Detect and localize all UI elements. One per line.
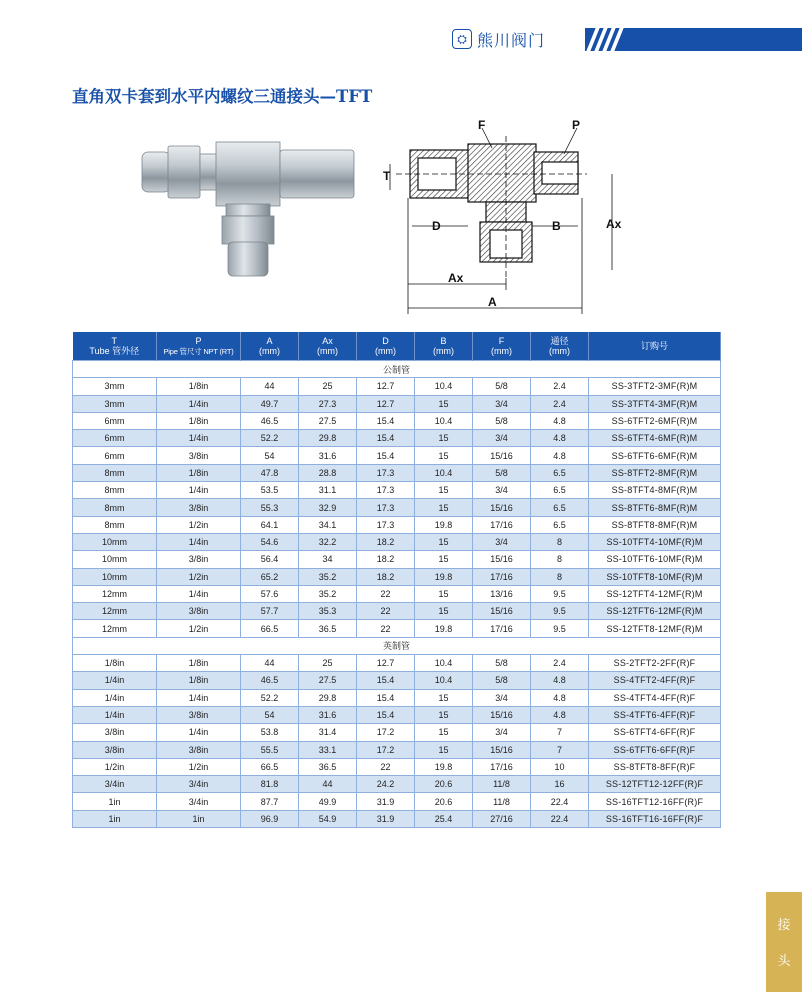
table-cell: SS-12TFT12-12FF(R)F <box>589 776 721 793</box>
side-tab-char-1: 接 <box>777 918 791 933</box>
table-cell: 1/4in <box>73 706 157 723</box>
table-cell: 57.6 <box>241 585 299 602</box>
table-cell: 10.4 <box>415 672 473 689</box>
table-cell: 34 <box>299 551 357 568</box>
label-f: F <box>478 118 486 132</box>
table-cell: 7 <box>531 741 589 758</box>
table-cell: 81.8 <box>241 776 299 793</box>
table-cell: SS-10TFT4-10MF(R)M <box>589 533 721 550</box>
table-cell: 54.6 <box>241 533 299 550</box>
table-cell: 12.7 <box>357 395 415 412</box>
table-cell: 17.2 <box>357 741 415 758</box>
table-cell: 4.8 <box>531 672 589 689</box>
table-cell: 17/16 <box>473 516 531 533</box>
table-cell: 64.1 <box>241 516 299 533</box>
label-a: A <box>488 295 497 309</box>
table-cell: 17/16 <box>473 568 531 585</box>
table-cell: 3/4 <box>473 395 531 412</box>
table-cell: 25.4 <box>415 810 473 827</box>
table-cell: 36.5 <box>299 620 357 637</box>
table-cell: 15.4 <box>357 672 415 689</box>
table-cell: 15/16 <box>473 741 531 758</box>
table-cell: 35.3 <box>299 603 357 620</box>
col-header-f: F (mm) <box>473 332 531 361</box>
page-title: 直角双卡套到水平内螺纹三通接头—TFT <box>72 87 373 106</box>
table-cell: 31.9 <box>357 793 415 810</box>
table-cell: 3/8in <box>157 603 241 620</box>
table-cell: 10mm <box>73 551 157 568</box>
table-cell: 3/4in <box>157 793 241 810</box>
table-cell: 15 <box>415 706 473 723</box>
table-cell: 1/4in <box>73 672 157 689</box>
table-cell: 1/8in <box>157 672 241 689</box>
table-row <box>73 447 721 464</box>
label-b: B <box>552 219 561 233</box>
table-cell: 1/4in <box>157 533 241 550</box>
table-cell: 3/4 <box>473 482 531 499</box>
table-cell: 11/8 <box>473 776 531 793</box>
table-cell: 1/8in <box>73 655 157 672</box>
table-cell: 15 <box>415 585 473 602</box>
table-cell: 17.3 <box>357 499 415 516</box>
table-cell: SS-16TFT16-16FF(R)F <box>589 810 721 827</box>
table-cell: SS-4TFT2-4FF(R)F <box>589 672 721 689</box>
table-cell: 15 <box>415 482 473 499</box>
table-cell: 6mm <box>73 430 157 447</box>
table-cell: 44 <box>241 378 299 395</box>
table-cell: 15 <box>415 533 473 550</box>
table-cell: 15 <box>415 499 473 516</box>
table-cell: 17/16 <box>473 620 531 637</box>
table-cell: 1/4in <box>157 585 241 602</box>
table-cell: 22 <box>357 620 415 637</box>
table-cell: SS-8TFT4-8MF(R)M <box>589 482 721 499</box>
table-cell: 44 <box>241 655 299 672</box>
table-cell: SS-6TFT6-6MF(R)M <box>589 447 721 464</box>
label-d: D <box>432 219 441 233</box>
table-cell: 18.2 <box>357 551 415 568</box>
col-header-bore: 通径 (mm) <box>531 332 589 361</box>
table-cell: 1/4in <box>157 689 241 706</box>
table-cell: 12mm <box>73 620 157 637</box>
table-row <box>73 585 721 602</box>
label-ax-right: Ax <box>606 217 622 231</box>
table-cell: SS-8TFT8-8FF(R)F <box>589 758 721 775</box>
table-cell: 15.4 <box>357 689 415 706</box>
table-cell: 6mm <box>73 447 157 464</box>
table-cell: 6.5 <box>531 482 589 499</box>
table-cell: 3/8in <box>157 706 241 723</box>
table-row <box>73 482 721 499</box>
table-cell: 27.3 <box>299 395 357 412</box>
table-cell: SS-6TFT2-6MF(R)M <box>589 412 721 429</box>
table-cell: 1in <box>73 793 157 810</box>
table-cell: 5/8 <box>473 672 531 689</box>
table-cell: 17/16 <box>473 758 531 775</box>
table-cell: 15.4 <box>357 412 415 429</box>
table-cell: 27.5 <box>299 412 357 429</box>
table-cell: 57.7 <box>241 603 299 620</box>
table-cell: 32.9 <box>299 499 357 516</box>
table-cell: 22 <box>357 585 415 602</box>
table-cell: 1/2in <box>157 758 241 775</box>
table-cell: 1in <box>73 810 157 827</box>
brand-name: 熊川阀门 <box>477 30 546 50</box>
table-cell: 34.1 <box>299 516 357 533</box>
table-cell: 19.8 <box>415 758 473 775</box>
table-cell: 8 <box>531 533 589 550</box>
table-cell: 19.8 <box>415 516 473 533</box>
table-cell: 24.2 <box>357 776 415 793</box>
side-tab <box>766 892 802 992</box>
table-cell: 9.5 <box>531 603 589 620</box>
table-row <box>73 724 721 741</box>
table-row <box>73 551 721 568</box>
table-cell: SS-8TFT6-8MF(R)M <box>589 499 721 516</box>
col-header-d: D (mm) <box>357 332 415 361</box>
table-cell: SS-16TFT12-16FF(R)F <box>589 793 721 810</box>
table-cell: 56.4 <box>241 551 299 568</box>
table-cell: 4.8 <box>531 447 589 464</box>
table-cell: 1/8in <box>157 464 241 481</box>
table-cell: 6.5 <box>531 464 589 481</box>
table-row <box>73 810 721 827</box>
table-row <box>73 793 721 810</box>
col-header-b: B (mm) <box>415 332 473 361</box>
table-cell: 10.4 <box>415 412 473 429</box>
table-cell: 22.4 <box>531 810 589 827</box>
table-row <box>73 395 721 412</box>
col-header-p: P Pipe 管尺寸 NPT (RT) <box>157 332 241 361</box>
table-cell: 17.3 <box>357 516 415 533</box>
table-cell: 3/8in <box>157 447 241 464</box>
table-cell: 15/16 <box>473 603 531 620</box>
table-cell: 1/4in <box>157 395 241 412</box>
section-label: 公制管 <box>73 361 721 378</box>
side-tab-char-2: 头 <box>777 954 791 969</box>
table-cell: 3/4 <box>473 724 531 741</box>
section-label: 英制管 <box>73 637 721 654</box>
table-cell: 15 <box>415 447 473 464</box>
table-cell: 8 <box>531 568 589 585</box>
table-cell: 29.8 <box>299 430 357 447</box>
table-cell: 49.7 <box>241 395 299 412</box>
table-row <box>73 620 721 637</box>
table-cell: 3/4 <box>473 430 531 447</box>
table-cell: SS-3TFT4-3MF(R)M <box>589 395 721 412</box>
table-cell: 1/2in <box>73 758 157 775</box>
table-cell: 12mm <box>73 603 157 620</box>
spec-table <box>72 332 721 828</box>
table-cell: 16 <box>531 776 589 793</box>
table-cell: 11/8 <box>473 793 531 810</box>
table-cell: SS-6TFT4-6FF(R)F <box>589 724 721 741</box>
table-row <box>73 776 721 793</box>
table-cell: 9.5 <box>531 585 589 602</box>
table-cell: 3/4 <box>473 689 531 706</box>
table-cell: SS-12TFT6-12MF(R)M <box>589 603 721 620</box>
table-cell: 4.8 <box>531 689 589 706</box>
table-cell: 5/8 <box>473 412 531 429</box>
brand-logo-icon: ⛭ <box>452 29 472 49</box>
table-cell: SS-2TFT2-2FF(R)F <box>589 655 721 672</box>
table-cell: 1/4in <box>157 482 241 499</box>
table-cell: 1/8in <box>157 655 241 672</box>
table-cell: 54.9 <box>299 810 357 827</box>
table-cell: 25 <box>299 378 357 395</box>
table-row <box>73 378 721 395</box>
table-cell: 1/4in <box>157 430 241 447</box>
table-cell: 2.4 <box>531 395 589 412</box>
table-row <box>73 672 721 689</box>
table-cell: 22 <box>357 603 415 620</box>
table-cell: 5/8 <box>473 464 531 481</box>
table-cell: 66.5 <box>241 620 299 637</box>
table-cell: 15 <box>415 551 473 568</box>
table-cell: 12.7 <box>357 378 415 395</box>
table-cell: 20.6 <box>415 793 473 810</box>
table-cell: 3/4 <box>473 533 531 550</box>
table-cell: 12mm <box>73 585 157 602</box>
table-cell: 6.5 <box>531 516 589 533</box>
table-cell: SS-10TFT6-10MF(R)M <box>589 551 721 568</box>
table-cell: 35.2 <box>299 568 357 585</box>
table-row <box>73 741 721 758</box>
brand <box>452 26 545 52</box>
table-cell: 15/16 <box>473 706 531 723</box>
table-cell: 10mm <box>73 568 157 585</box>
table-cell: 53.8 <box>241 724 299 741</box>
table-row <box>73 430 721 447</box>
table-cell: SS-6TFT6-6FF(R)F <box>589 741 721 758</box>
table-row <box>73 758 721 775</box>
table-cell: 66.5 <box>241 758 299 775</box>
table-row <box>73 499 721 516</box>
table-cell: 5/8 <box>473 378 531 395</box>
table-row <box>73 464 721 481</box>
table-cell: 1/4in <box>157 724 241 741</box>
table-cell: 22 <box>357 758 415 775</box>
table-cell: SS-12TFT4-12MF(R)M <box>589 585 721 602</box>
table-row <box>73 412 721 429</box>
table-cell: 31.6 <box>299 706 357 723</box>
table-cell: 36.5 <box>299 758 357 775</box>
table-row <box>73 706 721 723</box>
table-cell: 31.1 <box>299 482 357 499</box>
table-cell: 3/8in <box>73 741 157 758</box>
label-ax-bottom: Ax <box>448 271 464 285</box>
table-cell: 15 <box>415 395 473 412</box>
table-cell: 20.6 <box>415 776 473 793</box>
table-cell: 8 <box>531 551 589 568</box>
table-cell: 7 <box>531 724 589 741</box>
section-row <box>73 637 721 654</box>
table-cell: 4.8 <box>531 706 589 723</box>
table-cell: 15.4 <box>357 447 415 464</box>
table-row <box>73 689 721 706</box>
table-cell: 31.6 <box>299 447 357 464</box>
table-cell: 65.2 <box>241 568 299 585</box>
table-cell: 18.2 <box>357 533 415 550</box>
table-cell: 25 <box>299 655 357 672</box>
table-cell: 15 <box>415 724 473 741</box>
table-cell: 19.8 <box>415 620 473 637</box>
table-cell: 55.5 <box>241 741 299 758</box>
table-row <box>73 568 721 585</box>
table-cell: 2.4 <box>531 378 589 395</box>
table-cell: 3/4in <box>73 776 157 793</box>
table-cell: 15 <box>415 689 473 706</box>
table-cell: SS-12TFT8-12MF(R)M <box>589 620 721 637</box>
table-cell: 3/8in <box>157 499 241 516</box>
table-cell: 52.2 <box>241 430 299 447</box>
table-cell: 12.7 <box>357 655 415 672</box>
table-cell: 1/2in <box>157 516 241 533</box>
table-cell: 10.4 <box>415 655 473 672</box>
table-cell: 15 <box>415 741 473 758</box>
table-cell: 10mm <box>73 533 157 550</box>
table-cell: 13/16 <box>473 585 531 602</box>
header-bar <box>585 28 802 51</box>
table-cell: 4.8 <box>531 412 589 429</box>
table-cell: 28.8 <box>299 464 357 481</box>
table-cell: 4.8 <box>531 430 589 447</box>
table-cell: 8mm <box>73 516 157 533</box>
table-cell: 55.3 <box>241 499 299 516</box>
table-cell: SS-6TFT4-6MF(R)M <box>589 430 721 447</box>
table-cell: 1/2in <box>157 620 241 637</box>
table-cell: 3mm <box>73 378 157 395</box>
table-cell: SS-4TFT6-4FF(R)F <box>589 706 721 723</box>
table-cell: 96.9 <box>241 810 299 827</box>
table-cell: 54 <box>241 447 299 464</box>
col-header-t: T Tube 管外径 <box>73 332 157 361</box>
table-cell: 19.8 <box>415 568 473 585</box>
table-cell: 15.4 <box>357 706 415 723</box>
table-cell: 1/8in <box>157 378 241 395</box>
table-cell: 27/16 <box>473 810 531 827</box>
table-cell: SS-8TFT8-8MF(R)M <box>589 516 721 533</box>
table-cell: 5/8 <box>473 655 531 672</box>
table-cell: 15 <box>415 603 473 620</box>
table-cell: 32.2 <box>299 533 357 550</box>
table-cell: SS-4TFT4-4FF(R)F <box>589 689 721 706</box>
table-cell: 10 <box>531 758 589 775</box>
table-cell: 8mm <box>73 464 157 481</box>
table-cell: SS-3TFT2-3MF(R)M <box>589 378 721 395</box>
table-row <box>73 516 721 533</box>
table-cell: 33.1 <box>299 741 357 758</box>
table-cell: 3/8in <box>157 551 241 568</box>
table-cell: 18.2 <box>357 568 415 585</box>
table-cell: 87.7 <box>241 793 299 810</box>
label-p: P <box>572 118 581 132</box>
table-cell: 17.2 <box>357 724 415 741</box>
col-header-a: A (mm) <box>241 332 299 361</box>
table-cell: 1/2in <box>157 568 241 585</box>
table-cell: 9.5 <box>531 620 589 637</box>
product-photo <box>140 134 360 280</box>
table-cell: 15/16 <box>473 447 531 464</box>
table-cell: 3/8in <box>157 741 241 758</box>
table-header-row <box>73 332 721 361</box>
table-cell: 49.9 <box>299 793 357 810</box>
table-cell: 15/16 <box>473 499 531 516</box>
table-cell: 1/8in <box>157 412 241 429</box>
table-row <box>73 603 721 620</box>
table-cell: 44 <box>299 776 357 793</box>
table-cell: 53.5 <box>241 482 299 499</box>
table-cell: SS-10TFT8-10MF(R)M <box>589 568 721 585</box>
table-cell: 6mm <box>73 412 157 429</box>
table-cell: 27.5 <box>299 672 357 689</box>
table-cell: 10.4 <box>415 378 473 395</box>
table-cell: 52.2 <box>241 689 299 706</box>
table-cell: 22.4 <box>531 793 589 810</box>
technical-drawing <box>382 118 632 318</box>
col-header-ax: Ax (mm) <box>299 332 357 361</box>
table-cell: 15/16 <box>473 551 531 568</box>
table-row <box>73 655 721 672</box>
table-cell: 8mm <box>73 499 157 516</box>
table-cell: 10.4 <box>415 464 473 481</box>
table-cell: 3/8in <box>73 724 157 741</box>
table-cell: 6.5 <box>531 499 589 516</box>
table-cell: 46.5 <box>241 672 299 689</box>
table-cell: 2.4 <box>531 655 589 672</box>
table-cell: 17.3 <box>357 482 415 499</box>
table-cell: 1in <box>157 810 241 827</box>
section-row <box>73 361 721 378</box>
table-cell: 54 <box>241 706 299 723</box>
table-cell: 31.9 <box>357 810 415 827</box>
table-cell: 8mm <box>73 482 157 499</box>
table-cell: 3mm <box>73 395 157 412</box>
table-cell: 46.5 <box>241 412 299 429</box>
table-cell: 3/4in <box>157 776 241 793</box>
label-t: T <box>383 169 391 183</box>
table-cell: 15.4 <box>357 430 415 447</box>
table-cell: 35.2 <box>299 585 357 602</box>
table-cell: 47.8 <box>241 464 299 481</box>
table-row <box>73 533 721 550</box>
table-cell: 29.8 <box>299 689 357 706</box>
col-header-order: 订购号 <box>589 332 721 361</box>
table-cell: 15 <box>415 430 473 447</box>
table-cell: 17.3 <box>357 464 415 481</box>
table-cell: 31.4 <box>299 724 357 741</box>
table-cell: 1/4in <box>73 689 157 706</box>
table-cell: SS-8TFT2-8MF(R)M <box>589 464 721 481</box>
